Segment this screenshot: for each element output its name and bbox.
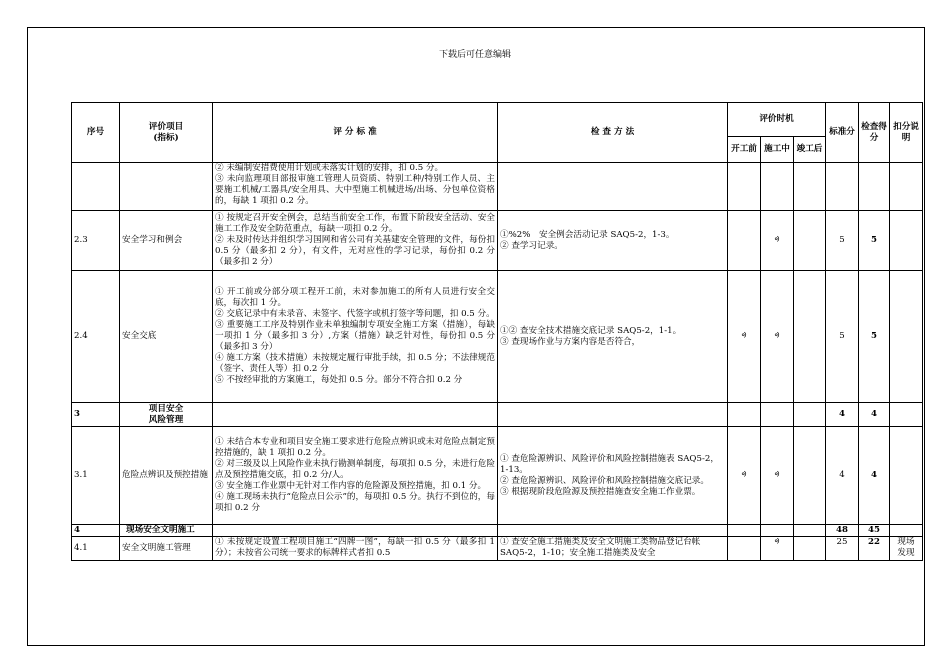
row-item: 危险点辨识及预控措施	[120, 427, 213, 525]
row-std-score: 4	[826, 403, 859, 427]
standard-line: ① 未结合本专业和项目安全施工要求进行危险点辨识或未对危险点制定预控措施的，缺 1 项扣 0.2 分。	[215, 437, 495, 458]
row-method	[498, 537, 728, 561]
table-body	[72, 163, 923, 561]
row-deduct	[890, 271, 923, 403]
row-got-score: 4	[859, 403, 890, 427]
evaluation-table	[71, 102, 923, 561]
standard-line: ① 开工前或分部分项工程开工前，未对参加施工的所有人员进行安全交底，每次扣 1 分。	[215, 287, 495, 308]
row-deduct	[890, 403, 923, 427]
row-seq: 4.1	[72, 537, 120, 561]
row-deduct	[890, 211, 923, 271]
row-timing-start	[728, 163, 761, 211]
header-timing-mid: 施工中	[761, 137, 794, 163]
row-std-score: 25	[826, 537, 859, 561]
row-std-score: 48	[826, 525, 859, 537]
row-item: 安全交底	[120, 271, 213, 403]
table-row	[72, 537, 923, 561]
method-line: ② 查学习记录。	[500, 240, 563, 251]
row-got-score	[859, 163, 890, 211]
row-method	[498, 427, 728, 525]
row-method	[498, 525, 728, 537]
row-method	[498, 163, 728, 211]
row-timing-start	[728, 211, 761, 271]
table-row	[72, 427, 923, 525]
row-seq: 4	[72, 525, 120, 537]
method-line: ①%2% 安全例会活动记录 SAQ5-2，1-3。	[500, 229, 675, 240]
row-standard	[213, 537, 498, 561]
row-method	[498, 211, 728, 271]
method-line: ①② 查安全技术措施交底记录 SAQ5-2，1-1。	[500, 325, 682, 336]
standard-line: ③ 安全施工作业票中无针对工作内容的危险源及预控措施，扣 0.1 分。	[215, 481, 487, 491]
row-timing-start	[728, 537, 761, 561]
header-method: 检 查 方 法	[498, 103, 728, 163]
row-timing-start: ᢀ	[728, 271, 761, 403]
row-timing-start: ᢀ	[728, 427, 761, 525]
row-std-score: 4	[826, 427, 859, 525]
table-row	[72, 403, 923, 427]
standard-line: ② 未及时传达并组织学习国网和省公司有关基建安全管理的文件，每份扣 0.5 分（最多扣 2 分），有文件，无对应性的学习记录，每份扣 0.2 分（最多扣 2 分）	[215, 235, 495, 267]
row-item: 安全学习和例会	[120, 211, 213, 271]
row-seq: 3	[72, 403, 120, 427]
row-item: 现场安全文明施工	[120, 525, 213, 537]
row-deduct	[890, 163, 923, 211]
header-timing-end: 竣工后	[794, 137, 826, 163]
method-line: ① 查安全施工措施类及安全文明施工类物品登记台帐 SAQ5-2，1-10；安全施工措施类及安全	[500, 537, 701, 558]
row-got-score: 45	[859, 525, 890, 537]
row-std-score: 5	[826, 211, 859, 271]
row-got-score: 4	[859, 427, 890, 525]
row-timing-end	[794, 211, 826, 271]
row-seq: 2.4	[72, 271, 120, 403]
row-timing-end	[794, 403, 826, 427]
method-line: ① 查危险源辨识、风险评价和风险控制措施表 SAQ5-2，1-13。	[500, 453, 719, 475]
header-got-score: 检查得分	[859, 103, 890, 163]
standard-line: ⑤ 不按经审批的方案施工，每处扣 0.5 分。部分不符合扣 0.2 分	[215, 375, 463, 385]
row-timing-end	[794, 163, 826, 211]
row-standard	[213, 525, 498, 537]
row-got-score: 5	[859, 211, 890, 271]
row-standard	[213, 163, 498, 211]
row-timing-mid	[761, 163, 794, 211]
row-standard	[213, 271, 498, 403]
row-timing-mid	[761, 403, 794, 427]
row-timing-mid: ᢀ	[761, 271, 794, 403]
standard-line: ② 交底记录中有未录音、未签字、代签字或机打签字等问题，扣 0.5 分。	[215, 309, 495, 319]
header-seq: 序号	[72, 103, 120, 163]
row-deduct	[890, 525, 923, 537]
method-line: ③ 查现场作业与方案内容是否符合，	[500, 336, 641, 347]
row-timing-mid: ᢀ	[761, 537, 794, 561]
row-timing-end	[794, 537, 826, 561]
standard-line: ① 按规定召开安全例会，总结当前安全工作，布置下阶段安全活动、安全施工工作及安全防范重点，每缺一项扣 0.2 分。	[215, 213, 495, 234]
row-timing-mid: ᢀ	[761, 427, 794, 525]
row-timing-end	[794, 525, 826, 537]
method-line: ② 查危险源辨识、风险评价和风险控制措施交底记录。	[500, 475, 709, 486]
table-row	[72, 163, 923, 211]
header-timing-start: 开工前	[728, 137, 761, 163]
row-item: 安全文明施工管理	[120, 537, 213, 561]
row-method	[498, 403, 728, 427]
row-item	[120, 163, 213, 211]
row-deduct	[890, 427, 923, 525]
standard-line: ② 对三级及以上风险作业未执行勘测单制度，每项扣 0.5 分，未进行危险点及预控措施交底，扣 0.2 分/人。	[215, 459, 495, 480]
row-std-score: 5	[826, 271, 859, 403]
header-item: 评价项目 (指标)	[120, 103, 213, 163]
row-item: 项目安全 风险管理	[120, 403, 213, 427]
row-standard	[213, 211, 498, 271]
row-deduct: 现场 发现	[890, 537, 923, 561]
row-timing-mid: ᢀ	[761, 211, 794, 271]
row-got-score: 22	[859, 537, 890, 561]
row-timing-start	[728, 525, 761, 537]
standard-line: ② 未编制安措费使用计划或未落实计划的安排，扣 0.5 分。	[215, 163, 444, 173]
watermark-text: 下载后可任意编辑	[438, 50, 511, 60]
header-standard: 评 分 标 准	[213, 103, 498, 163]
standard-line: ③ 重要施工工序及特别作业未单独编制专项安全施工方案（措施），每缺一项扣 1 分（最多扣 3 分）,方案（措施）缺乏针对性，每份扣 0.5 分（最多扣 3 分）	[215, 320, 495, 352]
row-method	[498, 271, 728, 403]
standard-line: ③ 未向监理项目部报审施工管理人员资质、特别工种/特别工作人员、主要施工机械/工器具/安全用具、大中型施工机械进场/出场、分包单位资格的，每缺 1 项扣 0.2 分。	[215, 174, 495, 206]
row-seq	[72, 163, 120, 211]
table-row	[72, 525, 923, 537]
row-std-score	[826, 163, 859, 211]
row-standard	[213, 403, 498, 427]
method-line: ③ 根据现阶段危险源及预控措施查安全施工作业票。	[500, 486, 701, 497]
header-deduct: 扣分说明	[890, 103, 923, 163]
standard-line: ④ 施工方案（技术措施）未按规定履行审批手续，扣 0.5 分；不法律规范（签字、责任人等）扣 0.2 分	[215, 353, 495, 374]
row-standard	[213, 427, 498, 525]
row-timing-end	[794, 427, 826, 525]
row-timing-end	[794, 271, 826, 403]
row-timing-mid	[761, 525, 794, 537]
row-got-score: 5	[859, 271, 890, 403]
row-timing-start	[728, 403, 761, 427]
standard-line: ④ 施工现场未执行“危险点日公示”的，每项扣 0.5 分。执行不到位的，每项扣 0.2 分	[215, 492, 495, 513]
row-seq: 2.3	[72, 211, 120, 271]
table-row	[72, 211, 923, 271]
table-row	[72, 271, 923, 403]
row-seq: 3.1	[72, 427, 120, 525]
header-timing: 评价时机	[728, 103, 826, 137]
header-std-score: 标准分	[826, 103, 859, 163]
standard-line: ① 未按规定设置工程项目施工“四牌一图”，每缺一扣 0.5 分（最多扣 1 分）；未按省公司统一要求的标牌样式者扣 0.5	[215, 537, 495, 558]
